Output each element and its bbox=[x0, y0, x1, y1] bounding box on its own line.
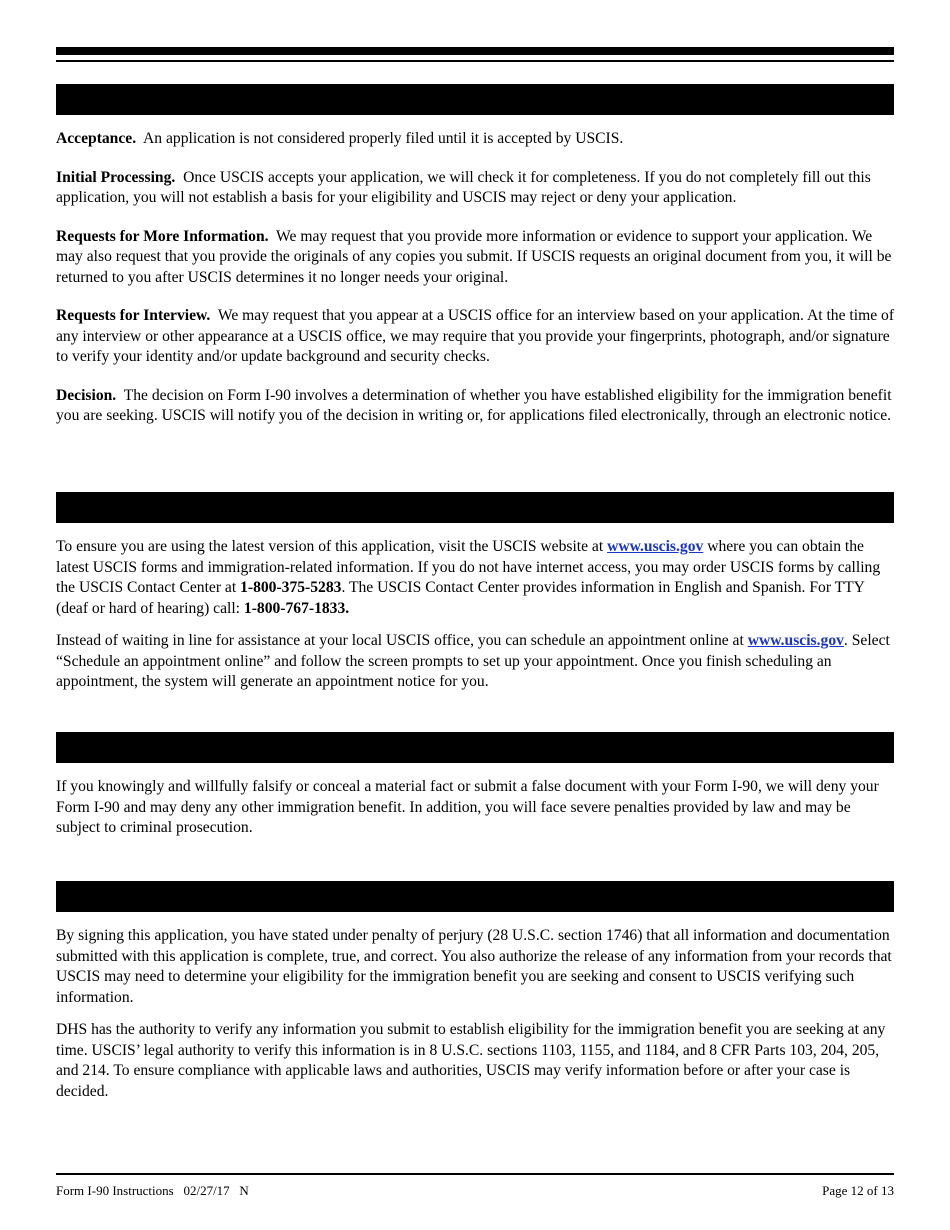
initial-processing-paragraph bbox=[56, 168, 894, 209]
acceptance-label: Acceptance. bbox=[56, 130, 137, 147]
uscis-forms-text-1a: To ensure you are using the latest version of this application, visit the USCIS website at bbox=[56, 538, 604, 555]
section-uscis-forms bbox=[56, 537, 894, 705]
section-header-bar-privacy bbox=[56, 881, 894, 912]
document-page bbox=[56, 0, 894, 1230]
contact-center-phone: 1-800-375-5283 bbox=[240, 579, 342, 596]
interview-label: Requests for Interview. bbox=[56, 307, 211, 324]
footer-page-number: Page 12 of 13 bbox=[822, 1183, 894, 1198]
uscis-forms-text-1c: . The USCIS Contact Center provides information in English and Spanish. For TTY (deaf or hard of hearing) call: bbox=[56, 579, 865, 617]
privacy-paragraph-2: DHS has the authority to verify any information you submit to establish eligibility for the immigration benefit you are seeking at any time. USCIS’ legal authority to verify this information is in 8 U.S.C. sections 1103, 1155, and 1184, and 8 CFR Parts 103, 204, 205, and 214. To ensure compliance with applicable laws and authorities, USCIS may verify information before or after your case is decided. bbox=[56, 1021, 886, 1100]
decision-label: Decision. bbox=[56, 386, 117, 404]
privacy-paragraph-1: By signing this application, you have stated under penalty of perjury (28 U.S.C. section 1746) that all information and documentation submitted with this application is complete, true, and correct. You also authorize the release of any information from your records that USCIS may need to determine your eligibility for the immigration benefit you are seeking and consent to USCIS verifying such information. bbox=[56, 927, 892, 1006]
section-penalties bbox=[56, 777, 894, 851]
header-rule-thin bbox=[56, 60, 894, 62]
uscis-forms-text-2a: Instead of waiting in line for assistance at your local USCIS office, you can schedule an appointment online at bbox=[56, 632, 744, 649]
initial-processing-text: Once USCIS accepts your application, we will check it for completeness. If you do not completely fill out this application, you will not establish a basis for your eligibility and USCIS may reject or deny your application. bbox=[56, 168, 871, 206]
uscis-forms-paragraph-2 bbox=[56, 631, 894, 693]
decision-paragraph bbox=[56, 386, 894, 427]
more-info-label: Requests for More Information. bbox=[56, 227, 269, 245]
section-header-bar-penalties bbox=[56, 732, 894, 763]
header-rule-thick bbox=[56, 47, 894, 55]
section-privacy bbox=[56, 926, 894, 1114]
more-info-paragraph bbox=[56, 227, 894, 289]
acceptance-text: An application is not considered properly filed until it is accepted by USCIS. bbox=[143, 130, 624, 147]
uscis-website-link-1[interactable]: www.uscis.gov bbox=[607, 538, 704, 555]
decision-text: The decision on Form I-90 involves a determination of whether you have established eligibility for the immigration benefit you are seeking. USCIS will notify you of the decision in writing or, for applications filed electronically, through an electronic notice. bbox=[56, 386, 892, 424]
interview-text: We may request that you appear at a USCIS office for an interview based on your application. At the time of any interview or other appearance at a USCIS office, we may require that you provide your fingerprints, photograph, and/or signature to verify your identity and/or update background and security checks. bbox=[56, 307, 895, 365]
uscis-forms-paragraph-1 bbox=[56, 537, 894, 619]
tty-phone: 1-800-767-1833. bbox=[243, 599, 350, 617]
penalties-paragraph: If you knowingly and willfully falsify or conceal a material fact or submit a false document with your Form I-90, we will deny your Form I-90 and may deny any other immigration benefit. In addition, you will face severe penalties provided by law and may be subject to criminal prosecution. bbox=[56, 778, 879, 836]
uscis-forms-text-2b: . Select “Schedule an appointment online” and follow the screen prompts to set up your appointment. Once you finish scheduling an appointment, the system will generate an appointment notice for you. bbox=[56, 632, 890, 690]
uscis-website-link-2[interactable]: www.uscis.gov bbox=[747, 632, 844, 649]
uscis-forms-text-1b: where you can obtain the latest USCIS forms and immigration-related information. If you do not have internet access, you may order USCIS forms by calling the USCIS Contact Center at bbox=[56, 538, 881, 596]
interview-paragraph bbox=[56, 306, 894, 368]
more-info-text: We may request that you provide more information or evidence to support your application. We may also request that you provide the originals of any copies you submit. If USCIS requests an original document from you, it will be returned to you after USCIS determines it no longer needs your original. bbox=[56, 227, 892, 286]
section-processing bbox=[56, 129, 894, 445]
section-header-bar-uscis-forms bbox=[56, 492, 894, 523]
footer-rule bbox=[56, 1173, 894, 1175]
section-header-bar-processing bbox=[56, 84, 894, 115]
footer-form-id: Form I-90 Instructions 02/27/17 N bbox=[56, 1183, 249, 1198]
initial-processing-label: Initial Processing. bbox=[56, 168, 176, 186]
acceptance-paragraph bbox=[56, 129, 894, 150]
